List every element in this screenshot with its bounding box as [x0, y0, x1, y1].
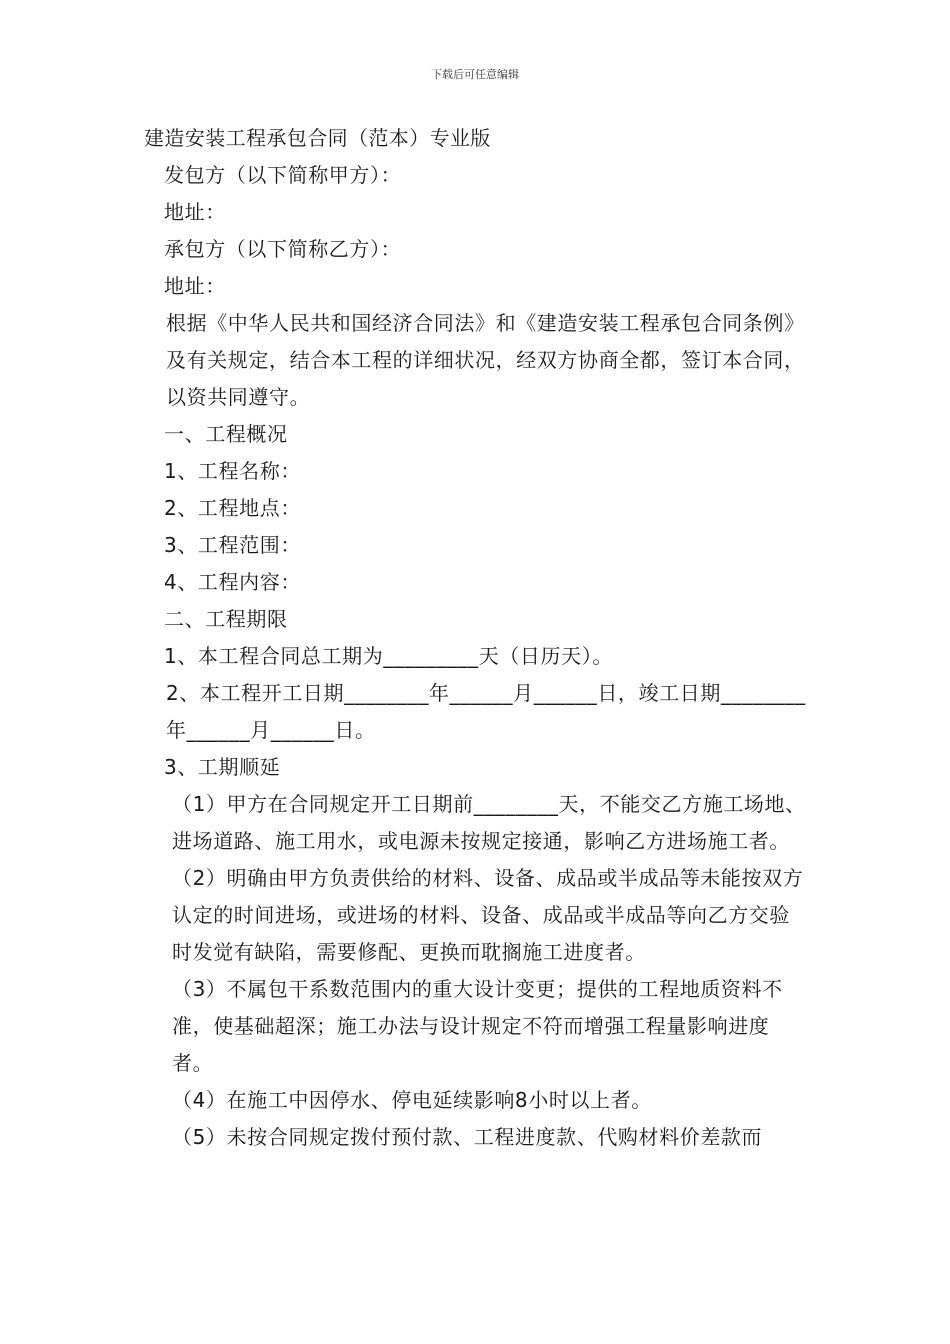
project-name-line: 1、工程名称： [164, 459, 301, 483]
extension-clause-4: （4）在施工中因停水、停电延续影响8小时以上者。 [172, 1088, 652, 1112]
section-heading-duration: 二、工程期限 [164, 607, 288, 631]
extension-heading: 3、工期顺延 [164, 755, 281, 779]
project-location-line: 2、工程地点： [164, 496, 301, 520]
header-note: 下载后可任意编辑 [431, 68, 519, 81]
extension-clause-1: （1）甲方在合同规定开工日期前________天，不能交乙方施工场地、进场道路、施工用水，或电源未按规定接通，影响乙方进场施工者。 [172, 792, 806, 853]
document-body [144, 120, 806, 1156]
start-end-date-line: 2、本工程开工日期________年______月______日，竣工日期________年______月______日。 [166, 681, 806, 742]
total-duration-line: 1、本工程合同总工期为_________天（日历天）。 [164, 644, 613, 668]
party-a-address: 地址： [164, 200, 226, 224]
party-b-line: 承包方（以下简称乙方）： [164, 237, 402, 261]
section-heading-overview: 一、工程概况 [164, 422, 288, 446]
preamble-paragraph: 根据《中华人民共和国经济合同法》和《建造安装工程承包合同条例》及有关规定，结合本工程的详细状况，经双方协商全都，签订本合同，以资共同遵守。 [166, 311, 805, 409]
extension-clause-2: （2）明确由甲方负责供给的材料、设备、成品或半成品等未能按双方认定的时间进场，或进场的材料、设备、成品或半成品等向乙方交验时发觉有缺陷，需要修配、更换而耽搁施工进度者。 [172, 866, 804, 964]
party-a-line: 发包方（以下简称甲方）： [164, 163, 402, 187]
extension-clause-5: （5）未按合同规定拨付预付款、工程进度款、代购材料价差款而 [172, 1125, 763, 1149]
extension-clause-3: （3）不属包干系数范围内的重大设计变更；提供的工程地质资料不准，使基础超深；施工办法与设计规定不符而增强工程量影响进度者。 [172, 977, 783, 1075]
project-scope-line: 3、工程范围： [164, 533, 301, 557]
project-content-line: 4、工程内容： [164, 570, 301, 594]
party-b-address: 地址： [164, 274, 226, 298]
document-title: 建造安装工程承包合同（范本）专业版 [144, 126, 491, 150]
